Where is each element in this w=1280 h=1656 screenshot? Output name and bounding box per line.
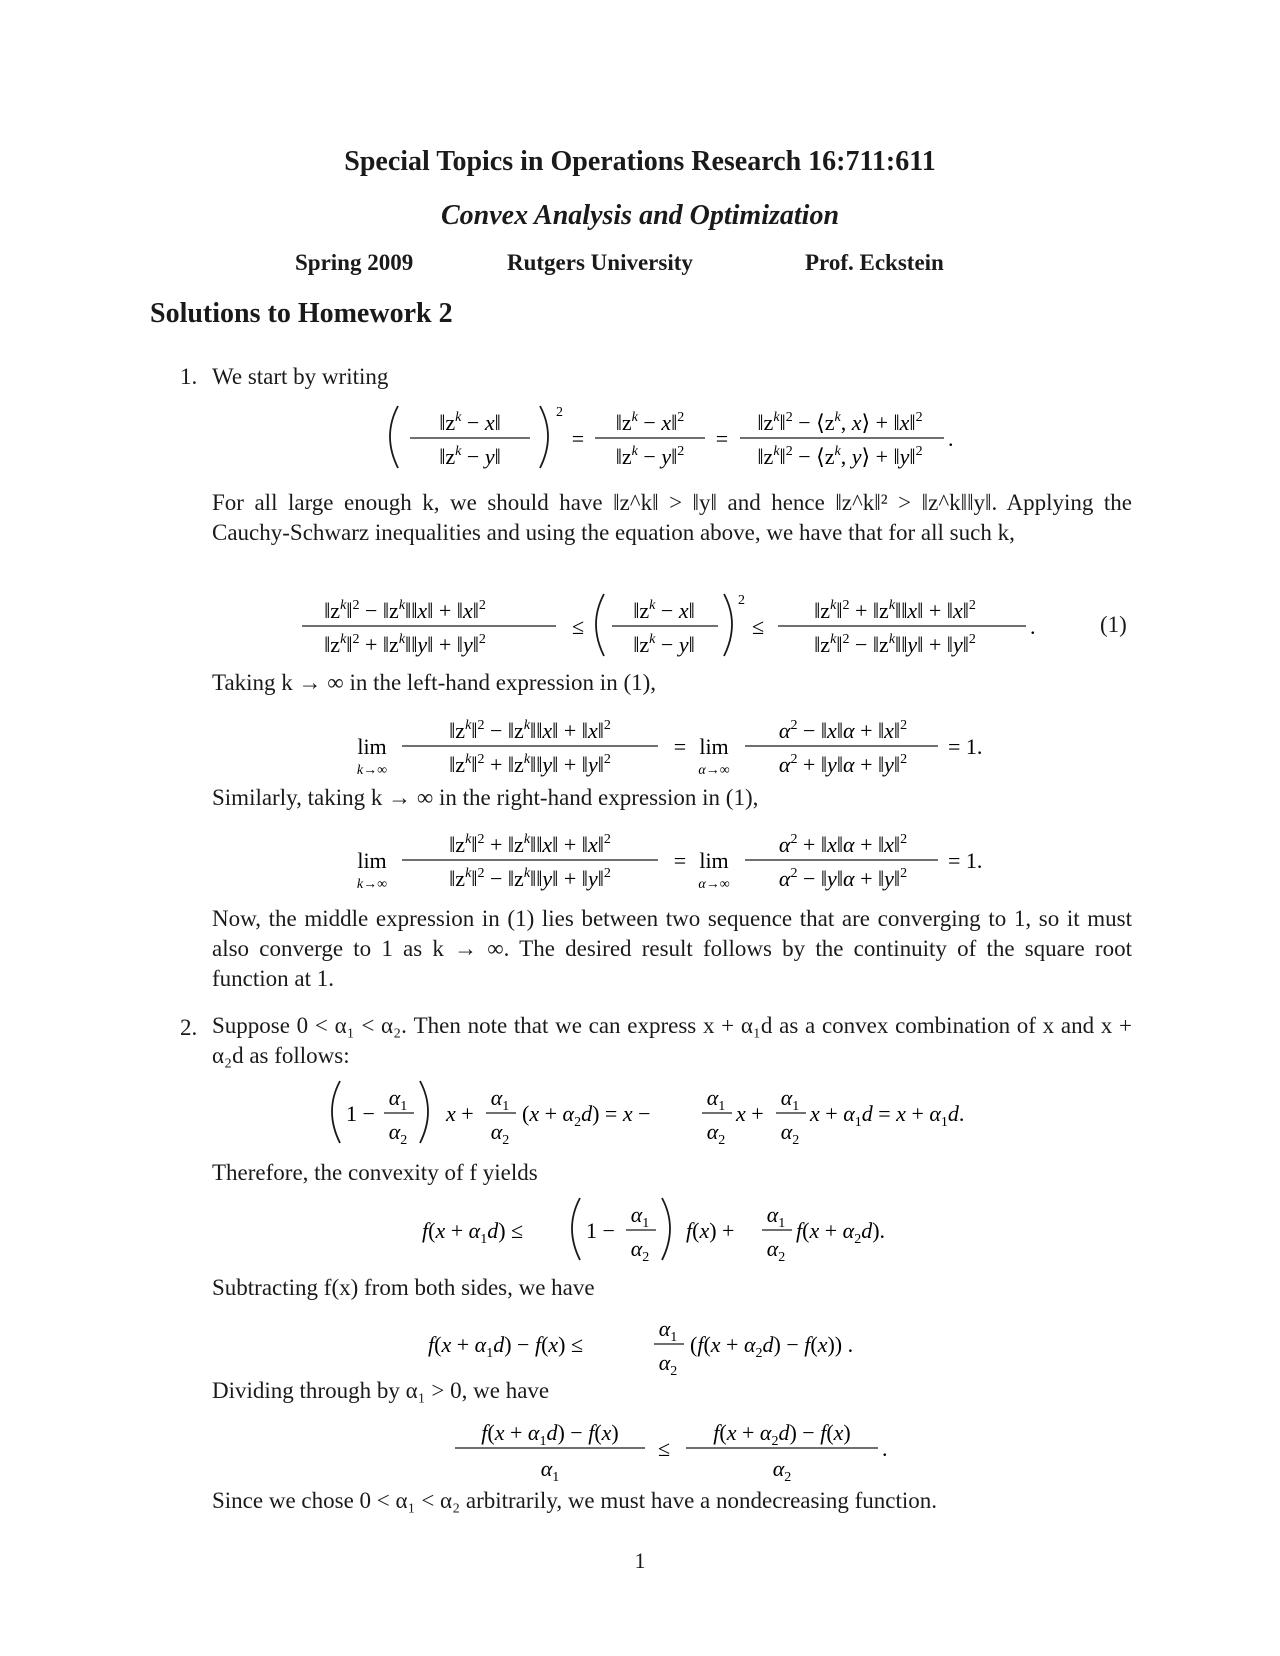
svg-text:f(x + α1d) − f(x) ≤: $f(x + \alpha_1d) - f(x)$ ≤ [428, 1332, 584, 1361]
svg-text:α1: $\alpha_1$ [766, 1202, 786, 1231]
svg-text:‖zk‖2 − ‖zk‖‖x‖ + ‖x‖2: $‖z^k‖^2$ − $‖z^k‖‖x‖$ + ‖x‖$^2$ [324, 598, 486, 623]
equation-ratio-squared [0, 400, 1280, 480]
problem-1-paragraph-4: Now, the middle expression in (1) lies between two sequence that are converging to 1, so it must also converge to 1 as k → ∞. The desired result follows by the continuity of the square root function at 1. [212, 906, 1132, 991]
problem-1-intro: We start by writing [212, 364, 389, 389]
svg-text:2: 2 [556, 405, 563, 420]
svg-text:α→∞: α→∞ [698, 763, 730, 778]
problem-2-paragraph-2: Therefore, the convexity of f yields [212, 1160, 538, 1185]
svg-text:‖zk‖2 + ‖zk‖‖x‖ + ‖x‖2: $‖z^k‖^2$ + $‖z^k‖‖x‖$ + ‖x‖$^2$ [449, 832, 611, 857]
svg-text:x + α1d = x + α1d.: $x + \alpha_1d = x + \alpha_1d$. [810, 1101, 965, 1130]
svg-text:(f(x + α2d) − f(x)) .: $(f(x + \alpha_2d) - f(x))$ . [690, 1332, 854, 1361]
equation-limit-left [0, 708, 1280, 788]
svg-text:‖zk − x‖: $‖z^k$ − x‖ [633, 598, 695, 623]
problem-2-paragraph-5: Since we chose 0 < α₁ < α₂ arbitrarily, we must have a nondecreasing function. [212, 1488, 937, 1513]
course-subtitle: Convex Analysis and Optimization [440, 200, 840, 231]
university: Rutgers University [507, 250, 693, 275]
svg-text:lim: lim [699, 848, 729, 873]
svg-text:‖zk‖2 + ‖zk‖‖x‖ + ‖x‖2: $‖z^k‖^2$ + $‖z^k‖‖x‖$ + ‖x‖$^2$ [814, 598, 976, 623]
equation-divide [0, 1410, 1280, 1490]
svg-text:α1: $\alpha_1$ [658, 1316, 678, 1345]
svg-text:≤: ≤ [751, 614, 765, 639]
svg-text:≤: ≤ [571, 614, 585, 639]
svg-text:2: 2 [738, 593, 745, 608]
svg-text:‖zk‖2 − ⟨zk, x⟩ + ‖x‖2: $‖z^k‖^2$ − $⟨z^k$, x⟩ + ‖x‖$^2$ [757, 410, 923, 435]
svg-text:‖zk‖2 + ‖zk‖‖y‖ + ‖y‖2: $‖z^k‖^2$ + $‖z^k‖‖y‖$ + ‖y‖$^2$ [324, 632, 486, 657]
svg-text:α1: $\alpha_1$ [630, 1202, 650, 1231]
svg-text:lim: lim [357, 848, 387, 873]
svg-text:‖zk − x‖2: $‖z^k$ − x‖$^2$ [615, 410, 685, 435]
problem-2-paragraph-1: Suppose 0 < α₁ < α₂. Then note that we can express x + α₁d as a convex combination of x and x + α₂d as follows: [212, 1013, 1132, 1068]
problem-2-paragraph-3: Subtracting f(x) from both sides, we have [212, 1275, 595, 1300]
svg-text:‖zk‖2 + ‖zk‖‖y‖ + ‖y‖2: $‖z^k‖^2$ + $‖z^k‖‖y‖$ + ‖y‖$^2$ [449, 752, 611, 777]
svg-text:‖zk‖2 − ‖zk‖‖y‖ + ‖y‖2: $‖z^k‖^2$ − $‖z^k‖‖y‖$ + ‖y‖$^2$ [814, 632, 976, 657]
svg-text:f(x) +: f(x) + [686, 1218, 735, 1243]
svg-text:α2: $\alpha_2$ [630, 1236, 650, 1265]
svg-text:α2: $\alpha_2$ [658, 1350, 678, 1379]
svg-text:k→∞: k→∞ [356, 763, 388, 778]
svg-text:α2: $\alpha_2$ [772, 1456, 792, 1485]
problem-2-number: 2. [180, 1015, 198, 1040]
svg-text:x +: x + [446, 1101, 474, 1126]
svg-text:f(x + α1d) ≤: $f(x + \alpha_1d)$ ≤ [422, 1218, 524, 1247]
equation-convex-combination [0, 1075, 1280, 1155]
svg-text:α2: $\alpha_2$ [490, 1119, 510, 1148]
problem-2-paragraph-4: Dividing through by α₁ > 0, we have [212, 1378, 550, 1403]
course-title: Special Topics in Operations Research 16:711:611 [344, 146, 936, 177]
svg-text:‖zk − y‖2: $‖z^k$ − y‖$^2$ [615, 444, 685, 469]
svg-text:α2: $\alpha_2$ [780, 1119, 800, 1148]
svg-text:.: . [948, 426, 954, 451]
svg-text:=: = [673, 734, 687, 759]
equation-convexity [0, 1192, 1280, 1272]
svg-text:1 −: 1 − [586, 1218, 615, 1243]
svg-text:f(x + α2d).: $f(x + \alpha_2d)$. [796, 1218, 886, 1247]
svg-text:f(x + α1d) − f(x): $f(x + \alpha_1d) - f(x)$ [481, 1420, 619, 1449]
svg-text:lim: lim [699, 734, 729, 759]
svg-text:‖zk‖2 − ⟨zk, y⟩ + ‖y‖2: $‖z^k‖^2$ − $⟨z^k$, y⟩ + ‖y‖$^2$ [757, 444, 923, 469]
equation-subtract [0, 1306, 1280, 1386]
svg-text:k→∞: k→∞ [356, 877, 388, 892]
svg-text:α2 − ‖x‖α + ‖x‖2: $\alpha^2$ − ‖x‖α + ‖x‖$^2$ [778, 718, 908, 743]
svg-text:α2: $\alpha_2$ [706, 1119, 726, 1148]
svg-text:‖zk − x‖: $‖z^k$ − x‖ [439, 410, 501, 435]
svg-text:α2 + ‖y‖α + ‖y‖2: $\alpha^2$ + ‖y‖α + ‖y‖$^2$ [778, 752, 908, 777]
equation-1-tag: (1) [1100, 612, 1127, 637]
equation-1-sandwich [0, 588, 1280, 668]
svg-text:=: = [715, 426, 729, 451]
svg-text:lim: lim [357, 734, 387, 759]
svg-text:.: . [1030, 614, 1036, 639]
svg-text:α1: $\alpha_1$ [490, 1085, 510, 1114]
page-number: 1 [634, 1548, 646, 1573]
svg-text:.: . [882, 1436, 888, 1461]
svg-text:‖zk‖2 − ‖zk‖‖y‖ + ‖y‖2: $‖z^k‖^2$ − $‖z^k‖‖y‖$ + ‖y‖$^2$ [449, 866, 611, 891]
svg-text:α1: $\alpha_1$ [540, 1456, 560, 1485]
svg-text:(x + α2d) = x −: $(x + \alpha_2d) = x$ − [522, 1101, 651, 1130]
svg-text:α1: $\alpha_1$ [706, 1085, 726, 1114]
problem-1-paragraph-2: Taking k → ∞ in the left-hand expression in (1), [212, 670, 657, 695]
svg-text:= 1.: = 1. [948, 848, 983, 873]
svg-text:α1: $\alpha_1$ [780, 1085, 800, 1114]
svg-text:x +: x + [736, 1101, 764, 1126]
svg-text:α2 + ‖x‖α + ‖x‖2: $\alpha^2$ + ‖x‖α + ‖x‖$^2$ [778, 832, 908, 857]
problem-1-paragraph-3: Similarly, taking k → ∞ in the right-hand expression in (1), [212, 785, 759, 810]
svg-text:α2: $\alpha_2$ [388, 1119, 408, 1148]
svg-text:‖zk − y‖: $‖z^k$ − y‖ [439, 444, 501, 469]
svg-text:α2 − ‖y‖α + ‖y‖2: $\alpha^2$ − ‖y‖α + ‖y‖$^2$ [778, 866, 908, 891]
svg-text:≤: ≤ [657, 1436, 671, 1461]
page-heading: Solutions to Homework 2 [150, 298, 453, 329]
svg-text:‖zk‖2 − ‖zk‖‖x‖ + ‖x‖2: $‖z^k‖^2$ − $‖z^k‖‖x‖$ + ‖x‖$^2$ [449, 718, 611, 743]
term: Spring 2009 [295, 250, 414, 275]
svg-text:=: = [673, 848, 687, 873]
svg-text:= 1.: = 1. [948, 734, 983, 759]
svg-text:‖zk − y‖: $‖z^k$ − y‖ [633, 632, 695, 657]
svg-text:α1: $\alpha_1$ [388, 1085, 408, 1114]
problem-1-number: 1. [180, 364, 198, 389]
svg-text:=: = [571, 426, 585, 451]
svg-text:f(x + α2d) − f(x): $f(x + \alpha_2d) - f(x)$ [713, 1420, 851, 1449]
instructor: Prof. Eckstein [805, 250, 944, 275]
svg-text:α2: $\alpha_2$ [766, 1236, 786, 1265]
equation-limit-right [0, 822, 1280, 902]
problem-1-paragraph-1: For all large enough k, we should have ‖z^k‖ > ‖y‖ and hence ‖z^k‖² > ‖z^k‖‖y‖. Applying the Cauchy-Schwarz inequalities and using the equation above, we have that for all such k, [212, 490, 1132, 545]
svg-text:α→∞: α→∞ [698, 877, 730, 892]
svg-text:1 −: 1 − [346, 1101, 375, 1126]
